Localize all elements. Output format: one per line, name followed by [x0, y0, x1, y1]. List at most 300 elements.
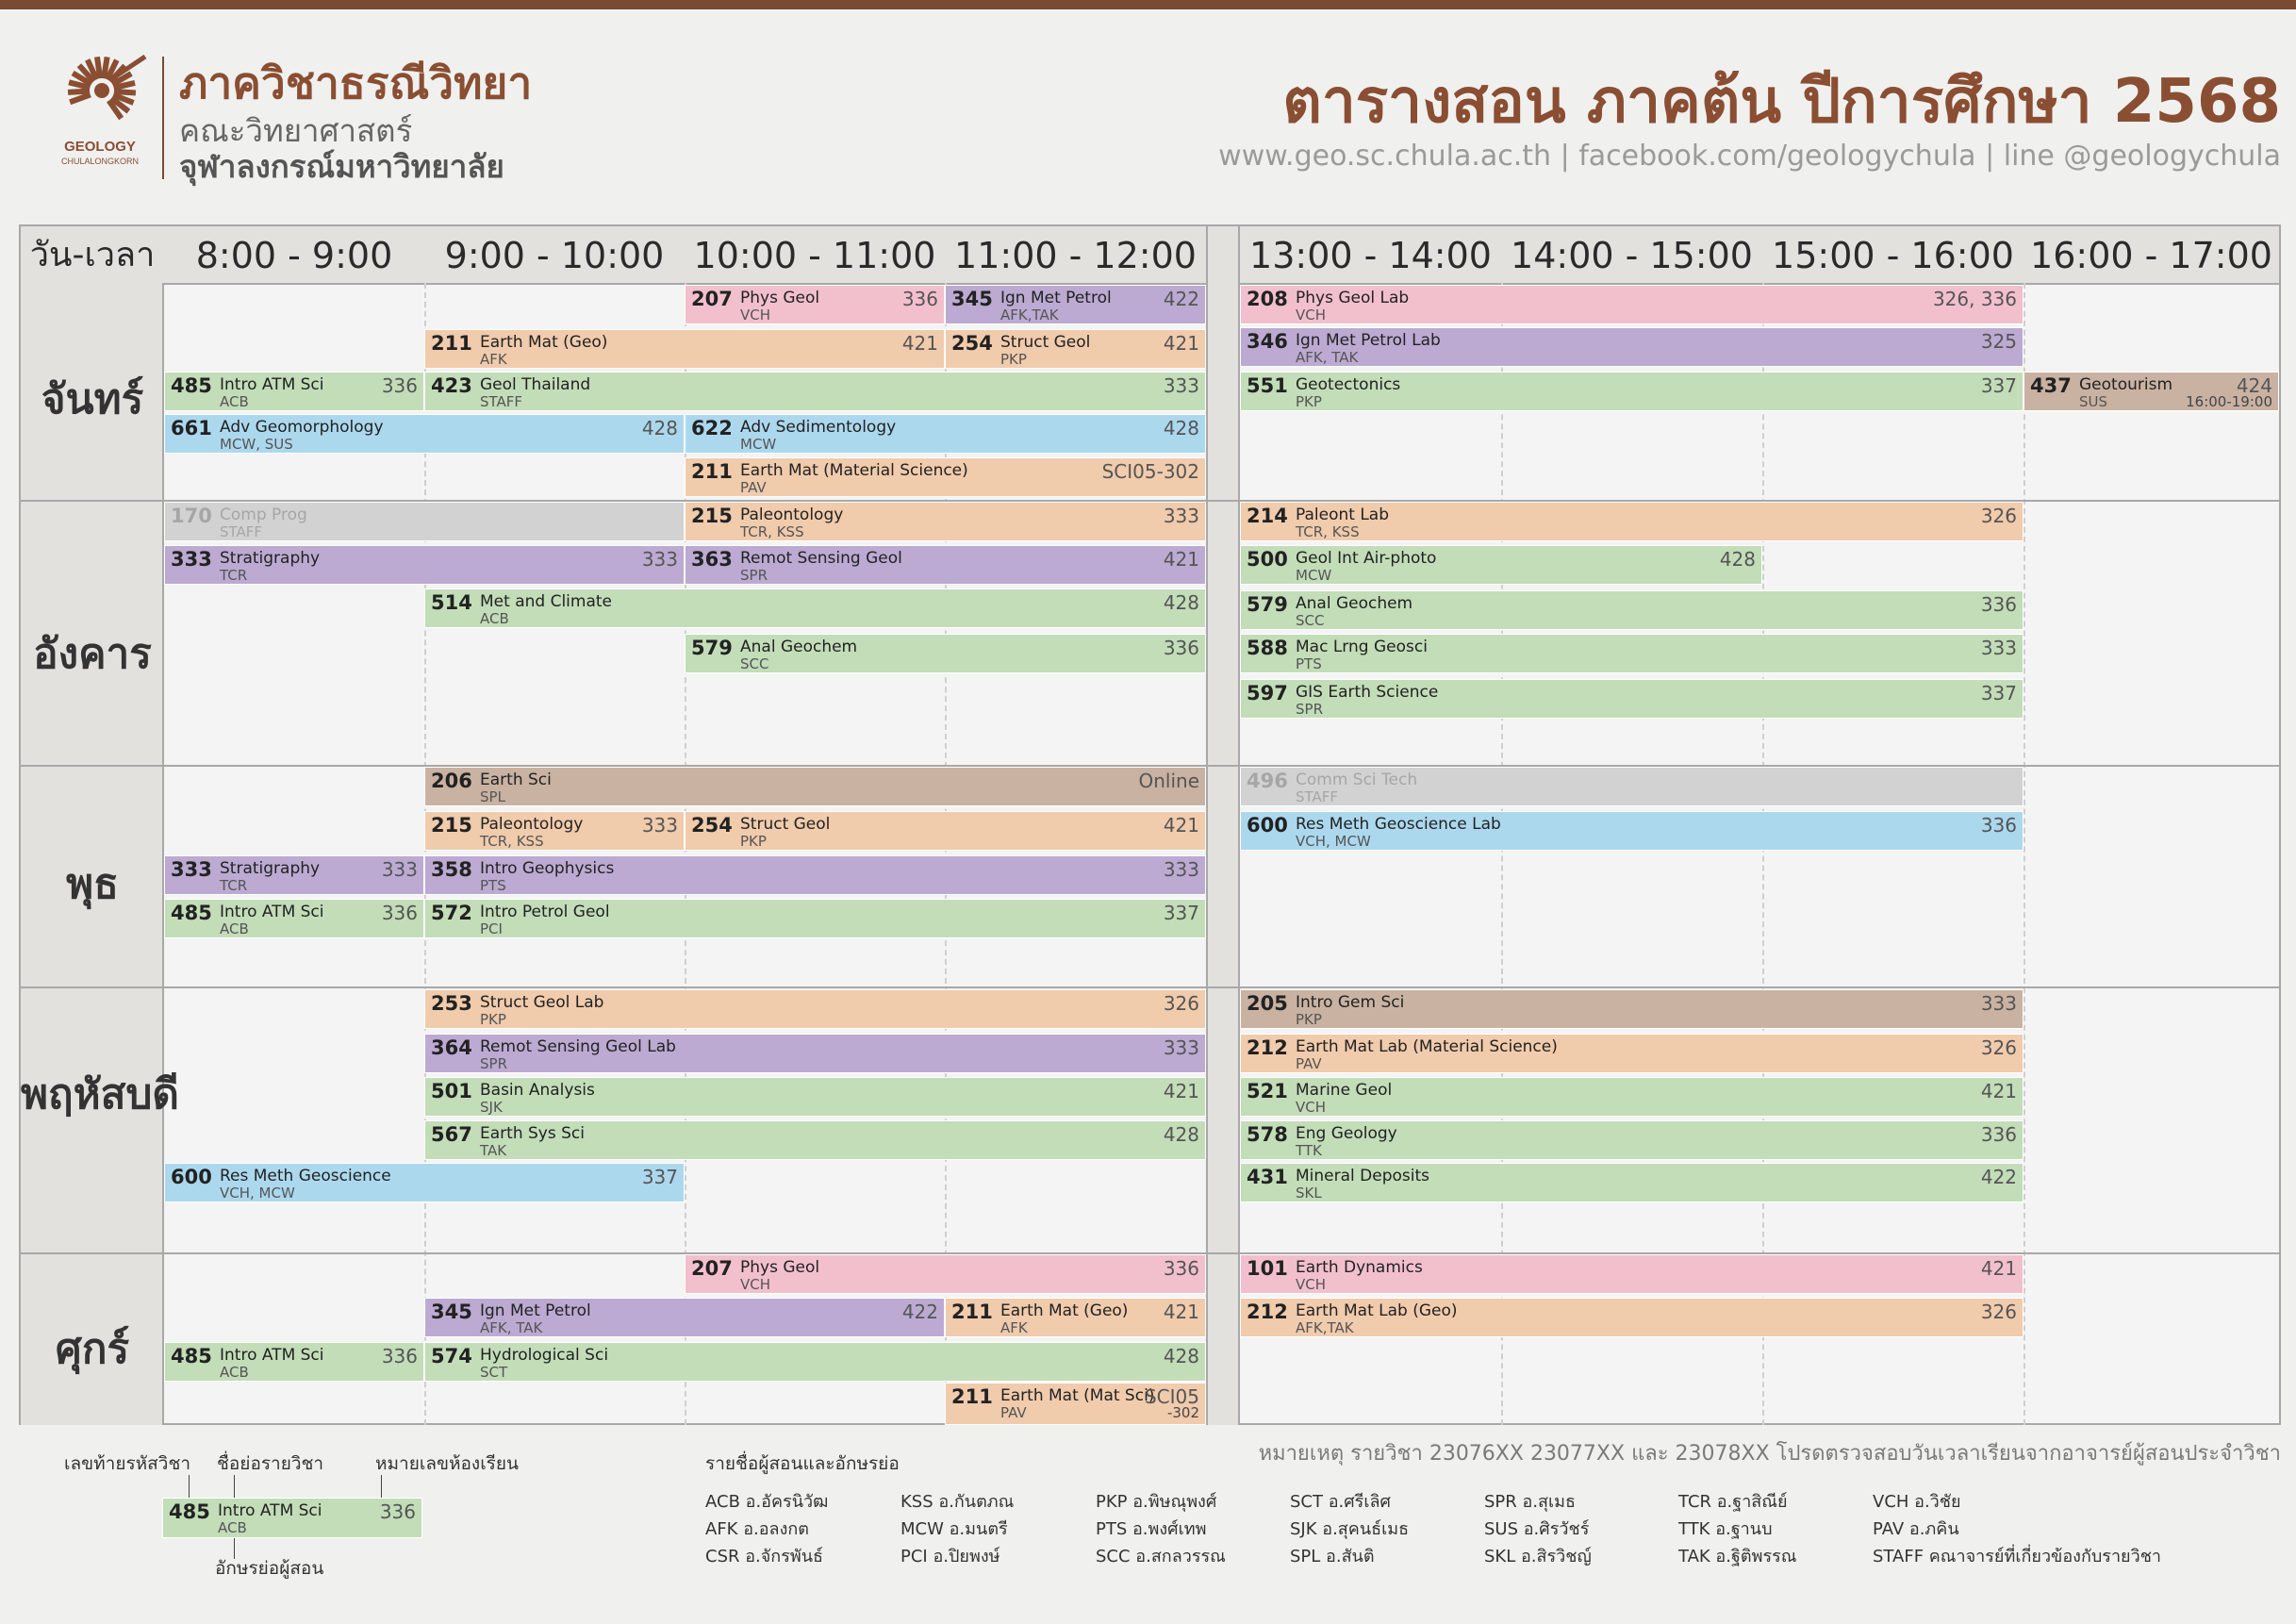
- legend-entry: ACB อ.อัครนิวัฒ: [705, 1492, 829, 1512]
- time-header: 14:00 - 15:00: [1511, 235, 1753, 276]
- course-name: Mac Lrng Geosci: [1296, 638, 1428, 656]
- course-room: 333: [1163, 858, 1199, 881]
- course-room: 421: [901, 332, 938, 355]
- course-instructor: SPR: [1296, 701, 1323, 718]
- course-room: 336: [379, 1500, 416, 1523]
- course-name: Eng Geology: [1296, 1124, 1397, 1143]
- course-room: 421: [1163, 332, 1199, 355]
- course-code: 211: [951, 1301, 993, 1323]
- course-room: 333: [641, 548, 678, 571]
- course-block: [1240, 1163, 2023, 1202]
- course-name: Stratigraphy: [220, 859, 321, 878]
- course-block: [424, 588, 1206, 628]
- course-instructor: PTS: [1296, 655, 1322, 672]
- course-name: Ign Met Petrol: [1000, 289, 1112, 307]
- course-name: Struct Geol: [740, 815, 831, 834]
- course-code: 485: [171, 374, 212, 397]
- course-block: [1240, 285, 2023, 324]
- course-room: 421: [1980, 1080, 2017, 1102]
- course-block: [164, 372, 424, 411]
- course-room: 333: [1163, 505, 1199, 527]
- course-instructor: VCH, MCW: [1296, 833, 1371, 850]
- course-name: Earth Sys Sci: [480, 1124, 585, 1143]
- course-instructor: PKP: [1296, 393, 1322, 410]
- legend-entry: KSS อ.กันตภณ: [900, 1492, 1015, 1512]
- course-code: 346: [1247, 330, 1288, 353]
- course-instructor: AFK,TAK: [1296, 1319, 1354, 1336]
- course-name: Stratigraphy: [220, 549, 321, 568]
- course-room: 428: [1719, 548, 1756, 571]
- course-block: [1240, 590, 2023, 630]
- course-name: Mineral Deposits: [1296, 1167, 1430, 1185]
- logo-divider: [162, 57, 164, 179]
- course-name: Earth Dynamics: [1296, 1258, 1423, 1277]
- course-code: 214: [1247, 505, 1288, 527]
- course-code: 254: [691, 814, 733, 837]
- corner-label: วัน-เวลา: [29, 236, 156, 274]
- course-block: [424, 1298, 945, 1337]
- course-room: 326: [1163, 992, 1199, 1015]
- course-instructor: SPR: [480, 1055, 507, 1072]
- course-code: 207: [691, 288, 733, 310]
- course-block: [424, 329, 945, 369]
- course-instructor: ACB: [480, 610, 509, 627]
- course-code: 567: [431, 1123, 472, 1146]
- course-instructor: SCC: [740, 655, 769, 672]
- timetable-grid: [19, 224, 2281, 1425]
- course-block: [1240, 1120, 2023, 1160]
- time-header: 9:00 - 10:00: [444, 235, 665, 276]
- course-code: 358: [431, 858, 472, 881]
- course-name: Phys Geol Lab: [1296, 289, 1410, 307]
- course-block: [424, 372, 1206, 411]
- legend-entry: SJK อ.สุคนธ์เมธ: [1290, 1519, 1410, 1539]
- key-code-label: เลขท้ายรหัสวิชา: [64, 1453, 191, 1474]
- course-instructor: PKP: [1296, 1011, 1322, 1028]
- course-block: [164, 899, 424, 938]
- course-room: 337: [1980, 374, 2017, 397]
- course-instructor: STAFF: [220, 523, 263, 540]
- course-name: Intro Gem Sci: [1296, 993, 1405, 1012]
- course-block: [685, 502, 1206, 541]
- course-room: 428: [1163, 1123, 1199, 1146]
- day-label-monday: จันทร์: [41, 375, 144, 423]
- course-instructor: ACB: [218, 1519, 247, 1536]
- course-code: 364: [431, 1036, 472, 1059]
- lunch-break-column: [1206, 226, 1240, 1425]
- course-block: [2023, 372, 2279, 411]
- course-name: GIS Earth Science: [1296, 683, 1439, 702]
- course-block: [424, 899, 1206, 938]
- course-instructor: VCH: [740, 1276, 771, 1293]
- course-block: [1240, 372, 2023, 411]
- course-code: 496: [1247, 770, 1288, 792]
- legend-entry: VCH อ.วิชัย: [1873, 1492, 1961, 1512]
- course-instructor: TCR, KSS: [1296, 523, 1360, 540]
- course-instructor: TTK: [1296, 1142, 1322, 1159]
- course-room: 428: [1163, 1345, 1199, 1367]
- course-room: 428: [1163, 591, 1199, 614]
- course-name: Geotourism: [2079, 375, 2173, 394]
- course-name: Anal Geochem: [1296, 594, 1413, 613]
- course-name: Met and Climate: [480, 592, 613, 611]
- course-code: 212: [1247, 1301, 1288, 1323]
- course-instructor: ACB: [220, 1364, 249, 1381]
- course-block: [424, 1077, 1206, 1117]
- course-name: Earth Mat (Geo): [480, 333, 608, 352]
- course-room: 333: [1163, 374, 1199, 397]
- course-name: Adv Sedimentology: [740, 418, 897, 437]
- course-name: Paleontology: [480, 815, 584, 834]
- course-instructor: TCR, KSS: [480, 833, 544, 850]
- day-label-wednesday: พุธ: [66, 860, 119, 908]
- course-name: Geol Thailand: [480, 375, 591, 394]
- course-code: 207: [691, 1257, 733, 1280]
- course-code: 212: [1247, 1036, 1288, 1059]
- course-name: Earth Mat (Geo): [1000, 1301, 1129, 1320]
- course-block: [424, 855, 1206, 895]
- course-block: [685, 811, 1206, 851]
- course-code: 211: [431, 332, 472, 355]
- course-code: 423: [431, 374, 472, 397]
- course-code: 345: [951, 288, 993, 310]
- day-label-thursday: พฤหัสบดี: [21, 1070, 180, 1119]
- key-pointer: [381, 1475, 382, 1498]
- course-code: 579: [691, 637, 733, 659]
- course-block: [424, 811, 685, 851]
- course-instructor: TCR, KSS: [740, 523, 804, 540]
- time-header: 15:00 - 16:00: [1772, 235, 2014, 276]
- legend-entry: STAFF คณาจารย์ที่เกี่ยวข้องกับรายวิชา: [1873, 1547, 2162, 1566]
- course-name: Intro ATM Sci: [220, 903, 324, 921]
- course-instructor: VCH: [1296, 1099, 1327, 1116]
- course-code: 600: [1247, 814, 1288, 837]
- course-instructor: ACB: [220, 920, 249, 937]
- course-note: 16:00-19:00: [2186, 393, 2272, 410]
- legend-entry: TCR อ.ฐาสิณีย์: [1678, 1492, 1788, 1512]
- course-room: 333: [1980, 637, 2017, 659]
- course-instructor: VCH, MCW: [220, 1185, 295, 1201]
- course-block: [164, 414, 685, 454]
- course-instructor: AFK: [480, 351, 507, 368]
- course-name: Intro ATM Sci: [220, 375, 324, 394]
- course-instructor: SUS: [2079, 393, 2108, 410]
- course-name: Hydrological Sci: [480, 1346, 609, 1365]
- key-sample-course: [162, 1498, 422, 1538]
- time-header-row: [21, 226, 2279, 285]
- course-room: 428: [641, 417, 678, 439]
- page-title: ตารางสอน ภาคต้น ปีการศึกษา 2568: [1282, 67, 2281, 137]
- course-room: 336: [1980, 593, 2017, 616]
- remark-note: หมายเหตุ รายวิชา 23076XX 23077XX และ 23078XX โปรดตรวจสอบวันเวลาเรียนจากอาจารย์ผู้สอนประจำวิชา: [1258, 1442, 2281, 1466]
- course-instructor: VCH: [740, 307, 771, 323]
- legend-entry: CSR อ.จักรพันธ์: [705, 1547, 824, 1566]
- course-block: [685, 545, 1206, 585]
- course-block: [1240, 1034, 2023, 1073]
- course-room: 333: [641, 814, 678, 837]
- course-room: 336: [1163, 637, 1199, 659]
- course-name: Phys Geol: [740, 1258, 820, 1277]
- course-instructor: SPR: [740, 567, 768, 584]
- course-room: 421: [1163, 814, 1199, 837]
- course-code: 578: [1247, 1123, 1288, 1146]
- course-instructor: MCW: [740, 436, 777, 453]
- course-instructor: AFK,TAK: [1000, 307, 1059, 323]
- course-room: 421: [1163, 1080, 1199, 1102]
- course-code: 215: [431, 814, 472, 837]
- course-name: Adv Geomorphology: [220, 418, 384, 437]
- course-name: Comm Sci Tech: [1296, 771, 1418, 789]
- course-instructor: PKP: [740, 833, 767, 850]
- course-code: 211: [951, 1385, 993, 1408]
- course-room: 336: [381, 1345, 418, 1367]
- course-room: 336: [1980, 1123, 2017, 1146]
- course-block: [424, 1120, 1206, 1160]
- course-room: 337: [1163, 902, 1199, 924]
- course-room: 337: [641, 1166, 678, 1188]
- course-instructor: PCI: [480, 920, 503, 937]
- course-block: [945, 1298, 1206, 1337]
- course-instructor: PKP: [1000, 351, 1027, 368]
- course-room: 422: [1980, 1166, 2017, 1188]
- course-block: [945, 1383, 1206, 1425]
- key-pointer: [234, 1475, 235, 1498]
- course-code: 211: [691, 460, 733, 483]
- course-room: 422: [901, 1301, 938, 1323]
- instructor-legend-title: รายชื่อผู้สอนและอักษรย่อ: [705, 1453, 900, 1474]
- course-code: 622: [691, 417, 733, 439]
- course-code: 205: [1247, 992, 1288, 1015]
- time-header: 16:00 - 17:00: [2030, 235, 2272, 276]
- course-code: 485: [169, 1500, 210, 1523]
- course-name: Basin Analysis: [480, 1081, 595, 1100]
- key-instructor-label: อักษรย่อผู้สอน: [215, 1558, 324, 1579]
- day-label-tuesday: อังคาร: [33, 630, 152, 678]
- course-room: 421: [1163, 548, 1199, 571]
- course-room: 326, 336: [1932, 288, 2017, 310]
- day-separator: [21, 986, 2279, 988]
- course-instructor: VCH: [1296, 1276, 1327, 1293]
- course-code: 253: [431, 992, 472, 1015]
- course-block: [1240, 1077, 2023, 1117]
- course-room: 336: [381, 902, 418, 924]
- course-name: Geotectonics: [1296, 375, 1401, 394]
- course-instructor: MCW: [1296, 567, 1332, 584]
- course-room: 336: [1163, 1257, 1199, 1280]
- course-block: [685, 1254, 1206, 1294]
- geology-logo: [55, 53, 158, 170]
- course-name: Phys Geol: [740, 289, 820, 307]
- contact-links: www.geo.sc.chula.ac.th | facebook.com/geologychula | line @geologychula: [1218, 140, 2281, 173]
- course-block: [1240, 1298, 2023, 1337]
- course-code: 208: [1247, 288, 1288, 310]
- course-code: 333: [171, 548, 212, 571]
- course-room: 326: [1980, 1036, 2017, 1059]
- course-name: Remot Sensing Geol: [740, 549, 902, 568]
- course-block: [1240, 545, 1762, 585]
- time-header: 11:00 - 12:00: [954, 235, 1197, 276]
- course-block: [1240, 989, 2023, 1029]
- course-instructor: SCC: [1296, 612, 1325, 629]
- faculty-name: คณะวิทยาศาสตร์: [179, 112, 413, 149]
- course-instructor: SCT: [480, 1364, 508, 1381]
- course-code: 485: [171, 1345, 212, 1367]
- course-name: Res Meth Geoscience Lab: [1296, 815, 1501, 834]
- course-room: SCI05: [1144, 1385, 1199, 1408]
- course-code: 485: [171, 902, 212, 924]
- course-name: Intro ATM Sci: [218, 1501, 322, 1520]
- course-code: 597: [1247, 682, 1288, 704]
- course-block: [164, 502, 685, 541]
- course-note: -302: [1166, 1404, 1199, 1421]
- university-name: จุฬาลงกรณ์มหาวิทยาลัย: [179, 148, 504, 185]
- key-pointer: [189, 1475, 190, 1498]
- course-room: 421: [1980, 1257, 2017, 1280]
- course-name: Paleont Lab: [1296, 505, 1390, 524]
- course-instructor: SJK: [480, 1099, 503, 1116]
- course-instructor: STAFF: [1296, 788, 1339, 805]
- course-instructor: TAK: [480, 1142, 507, 1159]
- course-name: Intro ATM Sci: [220, 1346, 324, 1365]
- course-instructor: SKL: [1296, 1185, 1322, 1201]
- course-instructor: AFK: [1000, 1319, 1028, 1336]
- course-block: [424, 767, 1206, 806]
- legend-entry: AFK อ.อลงกต: [705, 1519, 809, 1539]
- course-instructor: AFK, TAK: [480, 1319, 543, 1336]
- course-code: 170: [171, 505, 212, 527]
- course-room: 326: [1980, 505, 2017, 527]
- course-block: [1240, 1254, 2023, 1294]
- course-code: 551: [1247, 374, 1288, 397]
- legend-entry: PTS อ.พงศ์เทพ: [1096, 1519, 1207, 1539]
- course-block: [1240, 502, 2023, 541]
- course-instructor: PAV: [1000, 1404, 1027, 1421]
- course-code: 215: [691, 505, 733, 527]
- course-code: 600: [171, 1166, 212, 1188]
- course-instructor: TCR: [220, 567, 248, 584]
- course-instructor: SPL: [480, 788, 505, 805]
- legend-entry: SUS อ.ศิรวัชร์: [1484, 1519, 1590, 1539]
- course-name: Earth Mat (Mat Sci): [1000, 1386, 1155, 1405]
- logo-subtext: CHULALONGKORN: [60, 157, 140, 166]
- course-code: 588: [1247, 637, 1288, 659]
- course-room: 333: [1980, 992, 2017, 1015]
- course-name: Intro Petrol Geol: [480, 903, 610, 921]
- top-accent-bar: [0, 0, 2296, 9]
- course-code: 661: [171, 417, 212, 439]
- course-room: 336: [1980, 814, 2017, 837]
- course-name: Paleontology: [740, 505, 844, 524]
- course-name: Earth Mat Lab (Material Science): [1296, 1037, 1558, 1056]
- course-name: Geol Int Air-photo: [1296, 549, 1437, 568]
- legend-entry: SPL อ.สันติ: [1290, 1547, 1375, 1566]
- course-name: Ign Met Petrol Lab: [1296, 331, 1441, 350]
- course-block: [424, 1342, 1206, 1382]
- course-block: [945, 285, 1206, 324]
- course-block: [685, 457, 1206, 497]
- course-room: 326: [1980, 1301, 2017, 1323]
- legend-entry: SCC อ.สกลวรรณ: [1096, 1547, 1226, 1566]
- course-code: 574: [431, 1345, 472, 1367]
- course-instructor: AFK, TAK: [1296, 349, 1359, 366]
- course-name: Remot Sensing Geol Lab: [480, 1037, 676, 1056]
- course-code: 501: [431, 1080, 472, 1102]
- course-block: [685, 285, 945, 324]
- course-block: [164, 545, 685, 585]
- department-name: ภาควิชาธรณีวิทยา: [179, 58, 533, 108]
- course-code: 345: [431, 1301, 472, 1323]
- course-instructor: VCH: [1296, 307, 1327, 323]
- course-block: [1240, 767, 2023, 806]
- course-instructor: PTS: [480, 877, 506, 894]
- course-block: [1240, 811, 2023, 851]
- course-room: 333: [1163, 1036, 1199, 1059]
- course-block: [424, 989, 1206, 1029]
- course-code: 514: [431, 591, 472, 614]
- course-room: 325: [1980, 330, 2017, 353]
- legend-entry: PAV อ.ภคิน: [1873, 1519, 1959, 1539]
- course-name: Earth Mat Lab (Geo): [1296, 1301, 1458, 1320]
- course-code: 206: [431, 770, 472, 792]
- course-name: Struct Geol Lab: [480, 993, 604, 1012]
- course-block: [945, 329, 1206, 369]
- course-block: [1240, 679, 2023, 719]
- course-name: Intro Geophysics: [480, 859, 615, 878]
- course-code: 254: [951, 332, 993, 355]
- time-header: 8:00 - 9:00: [195, 235, 393, 276]
- course-name: Struct Geol: [1000, 333, 1091, 352]
- course-code: 333: [171, 858, 212, 881]
- course-name: Marine Geol: [1296, 1081, 1393, 1100]
- legend-entry: SKL อ.สิรวิชญ์: [1484, 1547, 1592, 1566]
- course-instructor: MCW, SUS: [220, 436, 293, 453]
- logo-text: GEOLOGY: [64, 139, 136, 155]
- course-name: Ign Met Petrol: [480, 1301, 591, 1320]
- course-room: 421: [1163, 1301, 1199, 1323]
- course-room: 336: [381, 374, 418, 397]
- course-block: [164, 855, 424, 895]
- course-instructor: PAV: [1296, 1055, 1322, 1072]
- course-block: [685, 414, 1206, 454]
- legend-entry: TAK อ.ฐิติพรรณ: [1678, 1547, 1797, 1566]
- day-label-friday: ศุกร์: [55, 1325, 130, 1373]
- course-block: [164, 1342, 424, 1382]
- course-block: [685, 634, 1206, 673]
- legend-entry: PKP อ.พิษณุพงศ์: [1096, 1492, 1217, 1512]
- course-room: 422: [1163, 288, 1199, 310]
- course-code: 579: [1247, 593, 1288, 616]
- course-instructor: STAFF: [480, 393, 523, 410]
- course-room: Online: [1138, 770, 1199, 792]
- course-name: Anal Geochem: [740, 638, 858, 656]
- course-code: 101: [1247, 1257, 1288, 1280]
- time-header: 13:00 - 14:00: [1249, 235, 1492, 276]
- course-block: [1240, 327, 2023, 367]
- course-code: 572: [431, 902, 472, 924]
- course-instructor: PKP: [480, 1011, 506, 1028]
- course-code: 521: [1247, 1080, 1288, 1102]
- course-room: 337: [1980, 682, 2017, 704]
- legend-entry: PCI อ.ปิยพงษ์: [900, 1547, 1000, 1566]
- course-name: Earth Sci: [480, 771, 552, 789]
- course-room: SCI05-302: [1101, 460, 1199, 483]
- course-room: 428: [1163, 417, 1199, 439]
- legend-entry: SCT อ.ศรีเลิศ: [1290, 1492, 1391, 1512]
- course-instructor: PAV: [740, 479, 767, 496]
- key-room-label: หมายเลขห้องเรียน: [375, 1453, 520, 1474]
- course-block: [1240, 634, 2023, 673]
- course-instructor: ACB: [220, 393, 249, 410]
